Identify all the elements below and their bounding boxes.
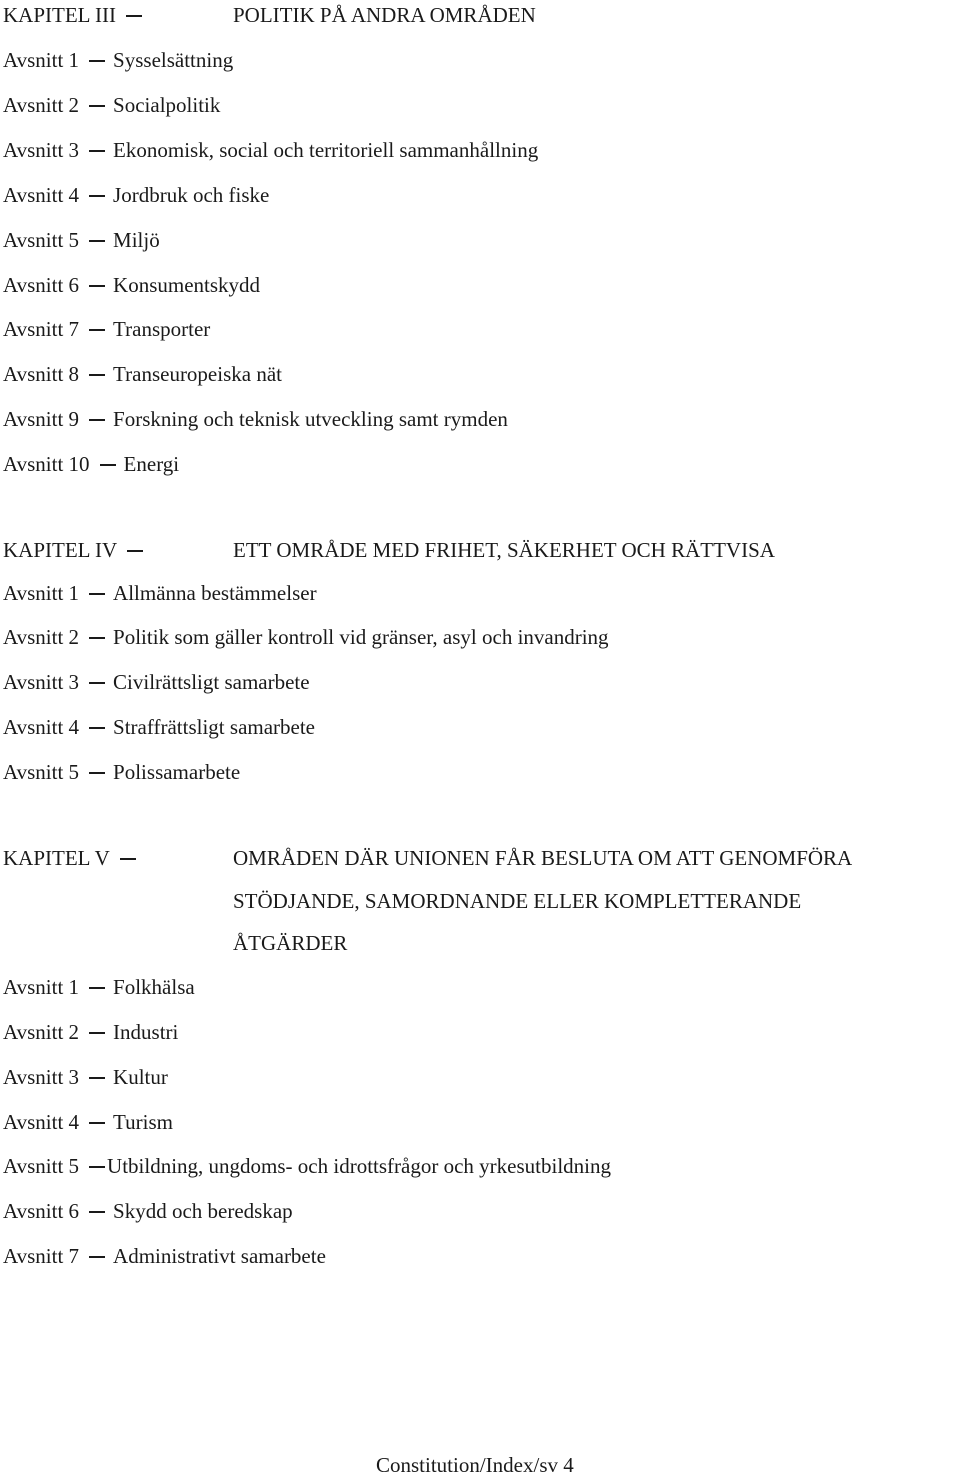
dash-icon [89, 1166, 105, 1168]
section-entry: Avsnitt 7 Administrativt samarbete [3, 1244, 326, 1268]
dash-icon [127, 550, 143, 552]
dash-icon [89, 374, 105, 376]
dash-icon [89, 593, 105, 595]
section-entry: Avsnitt 9 Forskning och teknisk utveckling samt rymden [3, 407, 508, 431]
section-entry: Avsnitt 1 Allmänna bestämmelser [3, 581, 317, 605]
chapter-title-line-3: ÅTGÄRDER [233, 931, 348, 955]
dash-icon [89, 105, 105, 107]
chapter-title: POLITIK PÅ ANDRA OMRÅDEN [233, 3, 536, 27]
dash-icon [89, 419, 105, 421]
dash-icon [89, 772, 105, 774]
section-entry: Avsnitt 3 Civilrättsligt samarbete [3, 670, 310, 694]
section-entry: Avsnitt 5 Utbildning, ungdoms- och idrottsfrågor och yrkesutbildning [3, 1154, 611, 1178]
dash-icon [120, 858, 136, 860]
section-entry: Avsnitt 3 Ekonomisk, social och territoriell sammanhållning [3, 138, 539, 162]
section-entry: Avsnitt 2 Industri [3, 1020, 179, 1044]
section-entry: Avsnitt 3 Kultur [3, 1065, 168, 1089]
dash-icon [89, 60, 105, 62]
dash-icon [89, 727, 105, 729]
dash-icon [89, 285, 105, 287]
section-entry: Avsnitt 4 Straffrättsligt samarbete [3, 715, 316, 739]
section-entry: Avsnitt 5 Miljö [3, 228, 160, 252]
dash-icon [89, 682, 105, 684]
dash-icon [89, 240, 105, 242]
section-entry: Avsnitt 1 Folkhälsa [3, 975, 195, 999]
dash-icon [89, 987, 105, 989]
dash-icon [89, 1122, 105, 1124]
section-entry: Avsnitt 4 Turism [3, 1110, 173, 1134]
section-entry: Avsnitt 2 Socialpolitik [3, 93, 221, 117]
chapter-title-line-2: STÖDJANDE, SAMORDNANDE ELLER KOMPLETTERANDE [233, 889, 802, 913]
section-entry: Avsnitt 2 Politik som gäller kontroll vid gränser, asyl och invandring [3, 625, 609, 649]
section-entry: Avsnitt 8 Transeuropeiska nät [3, 362, 282, 386]
dash-icon [89, 637, 105, 639]
chapter-title-line-1: OMRÅDEN DÄR UNIONEN FÅR BESLUTA OM ATT GENOMFÖRA [233, 846, 853, 870]
section-entry: Avsnitt 7 Transporter [3, 317, 211, 341]
dash-icon [89, 329, 105, 331]
section-entry: Avsnitt 6 Konsumentskydd [3, 273, 261, 297]
chapter-title: ETT OMRÅDE MED FRIHET, SÄKERHET OCH RÄTTVISA [233, 538, 775, 562]
dash-icon [89, 1032, 105, 1034]
section-entry: Avsnitt 1 Sysselsättning [3, 48, 234, 72]
page-footer: Constitution/Index/sv 4 [376, 1453, 574, 1477]
dash-icon [89, 1211, 105, 1213]
dash-icon [89, 150, 105, 152]
dash-icon [89, 1256, 105, 1258]
section-entry: Avsnitt 6 Skydd och beredskap [3, 1199, 293, 1223]
chapter-heading-label: KAPITEL IV [3, 537, 151, 563]
dash-icon [100, 464, 116, 466]
chapter-heading-label: KAPITEL III [3, 2, 150, 28]
section-entry: Avsnitt 10 Energi [3, 452, 180, 476]
dash-icon [89, 195, 105, 197]
dash-icon [126, 15, 142, 17]
chapter-heading-label: KAPITEL V [3, 845, 144, 871]
section-entry: Avsnitt 5 Polissamarbete [3, 760, 241, 784]
dash-icon [89, 1077, 105, 1079]
section-entry: Avsnitt 4 Jordbruk och fiske [3, 183, 270, 207]
